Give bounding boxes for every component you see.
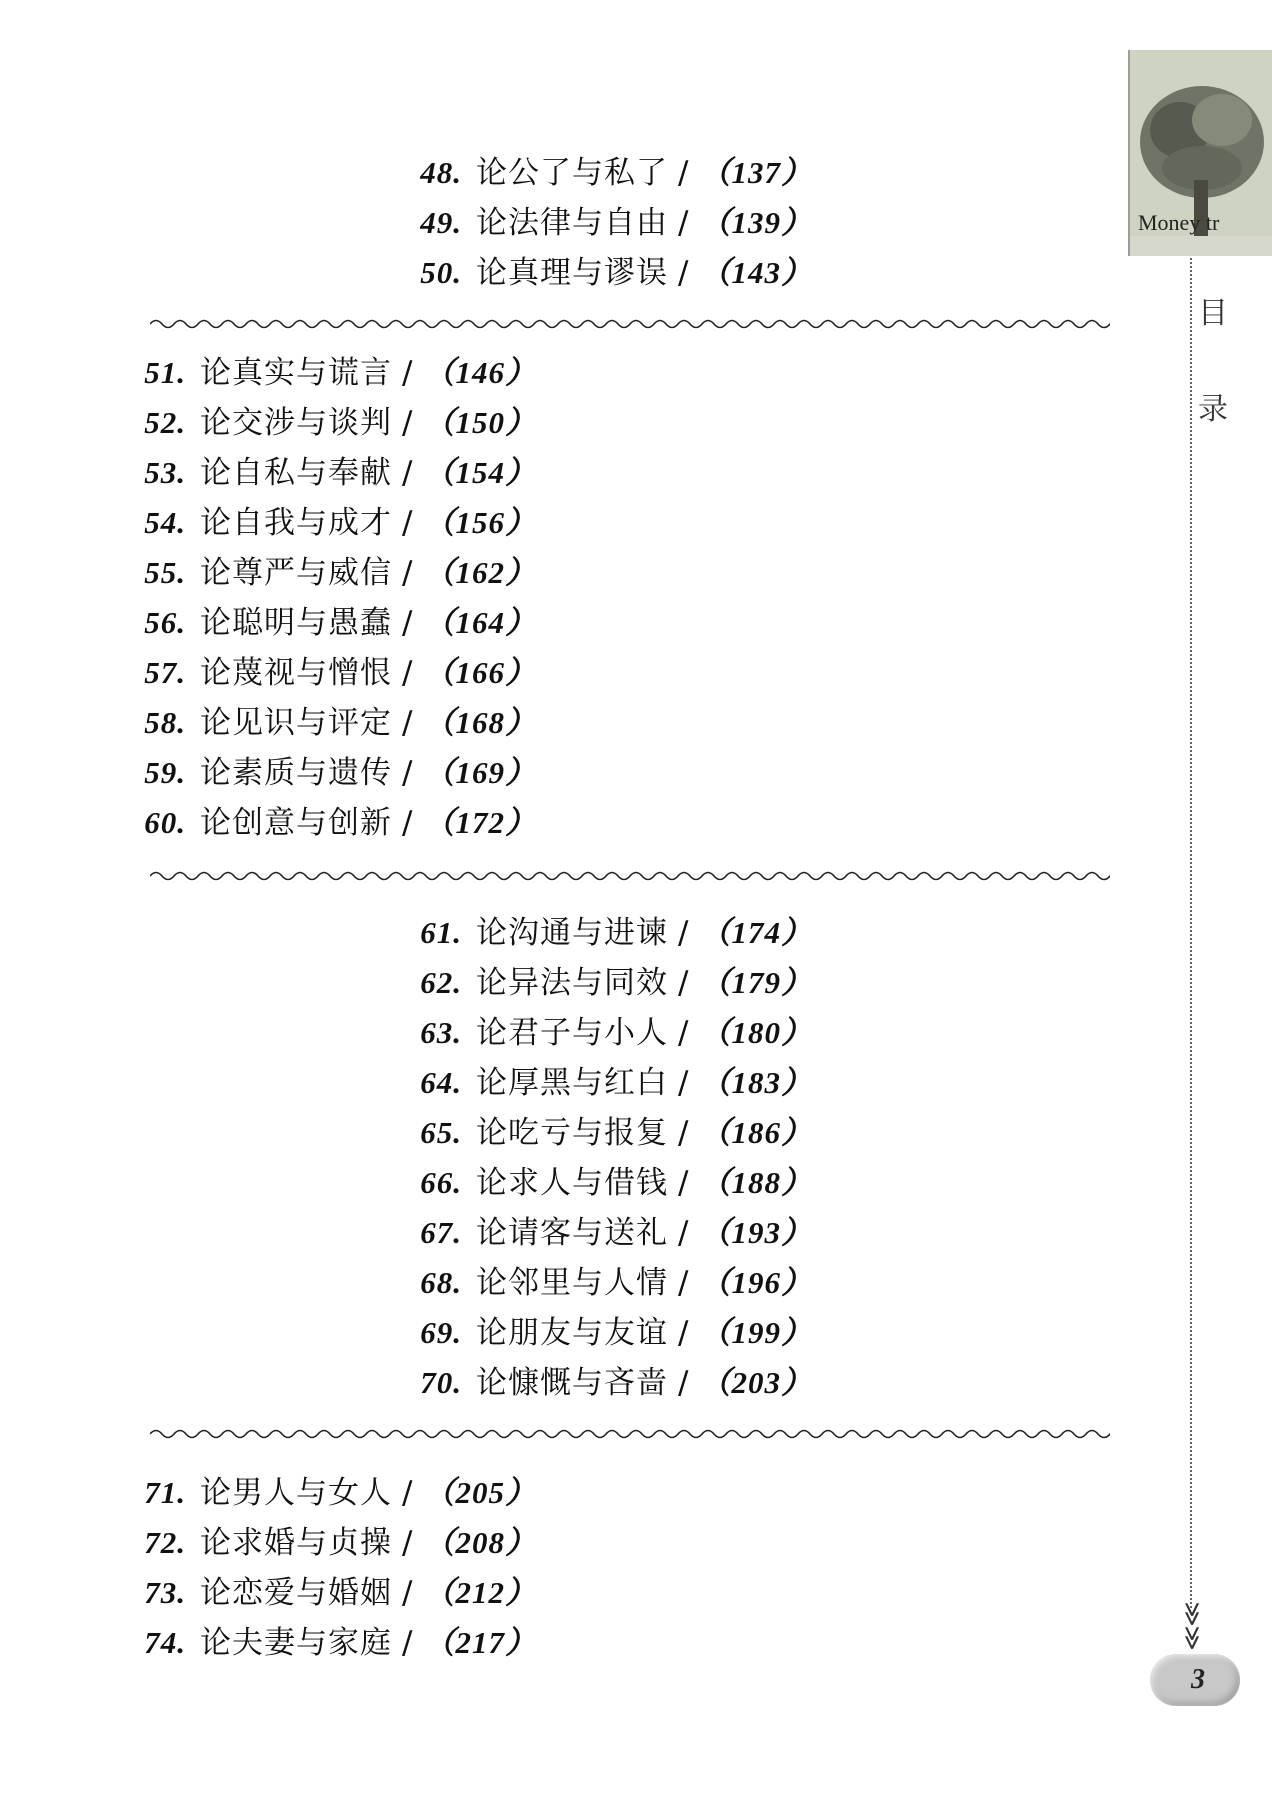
toc-entry: 72. 论求婚与贞操 / （208）: [144, 1525, 537, 1561]
toc-entry: 70. 论慷慨与吝啬 / （203）: [420, 1365, 813, 1401]
dotted-guide-line: [1190, 258, 1192, 1608]
toc-entry: 56. 论聪明与愚蠢 / （164）: [144, 605, 537, 641]
toc-entry: 58. 论见识与评定 / （168）: [144, 705, 537, 741]
toc-entry: 60. 论创意与创新 / （172）: [144, 805, 537, 841]
page-number: 3: [1191, 1664, 1205, 1695]
toc-entry: 71. 论男人与女人 / （205）: [144, 1475, 537, 1511]
toc-entry: 62. 论异法与同效 / （179）: [420, 965, 813, 1001]
toc-entry: 74. 论夫妻与家庭 / （217）: [144, 1625, 537, 1661]
toc-entry: 63. 论君子与小人 / （180）: [420, 1015, 813, 1051]
toc-entry: 55. 论尊严与威信 / （162）: [144, 555, 537, 591]
toc-entry: 68. 论邻里与人情 / （196）: [420, 1265, 813, 1301]
section-divider: [150, 868, 1110, 884]
toc-entry: 48. 论公了与私了 / （137）: [420, 155, 813, 191]
toc-entry: 69. 论朋友与友谊 / （199）: [420, 1315, 813, 1351]
toc-entry: 50. 论真理与谬误 / （143）: [420, 255, 813, 291]
chevron-down-icon: ≫: [1178, 1601, 1207, 1627]
toc-label-lu: 录: [1198, 392, 1228, 427]
toc-entry: 59. 论素质与遗传 / （169）: [144, 755, 537, 791]
toc-entry: 64. 论厚黑与红白 / （183）: [420, 1065, 813, 1101]
toc-entry: 53. 论自私与奉献 / （154）: [144, 455, 537, 491]
toc-label-mu: 目: [1198, 296, 1228, 331]
section-divider: [150, 316, 1110, 332]
toc-entry: 57. 论蔑视与憎恨 / （166）: [144, 655, 537, 691]
section-divider: [150, 1426, 1110, 1442]
toc-entry: 73. 论恋爱与婚姻 / （212）: [144, 1575, 537, 1611]
toc-entry: 61. 论沟通与进谏 / （174）: [420, 915, 813, 951]
toc-entry: 66. 论求人与借钱 / （188）: [420, 1165, 813, 1201]
toc-entry: 65. 论吃亏与报复 / （186）: [420, 1115, 813, 1151]
toc-entry: 49. 论法律与自由 / （139）: [420, 205, 813, 241]
toc-entry: 51. 论真实与谎言 / （146）: [144, 355, 537, 391]
toc-entry: 67. 论请客与送礼 / （193）: [420, 1215, 813, 1251]
tab-caption: Money tr: [1138, 210, 1220, 235]
toc-entry: 52. 论交涉与谈判 / （150）: [144, 405, 537, 441]
toc-entry: 54. 论自我与成才 / （156）: [144, 505, 537, 541]
chevron-down-icon: ≫: [1178, 1625, 1207, 1651]
